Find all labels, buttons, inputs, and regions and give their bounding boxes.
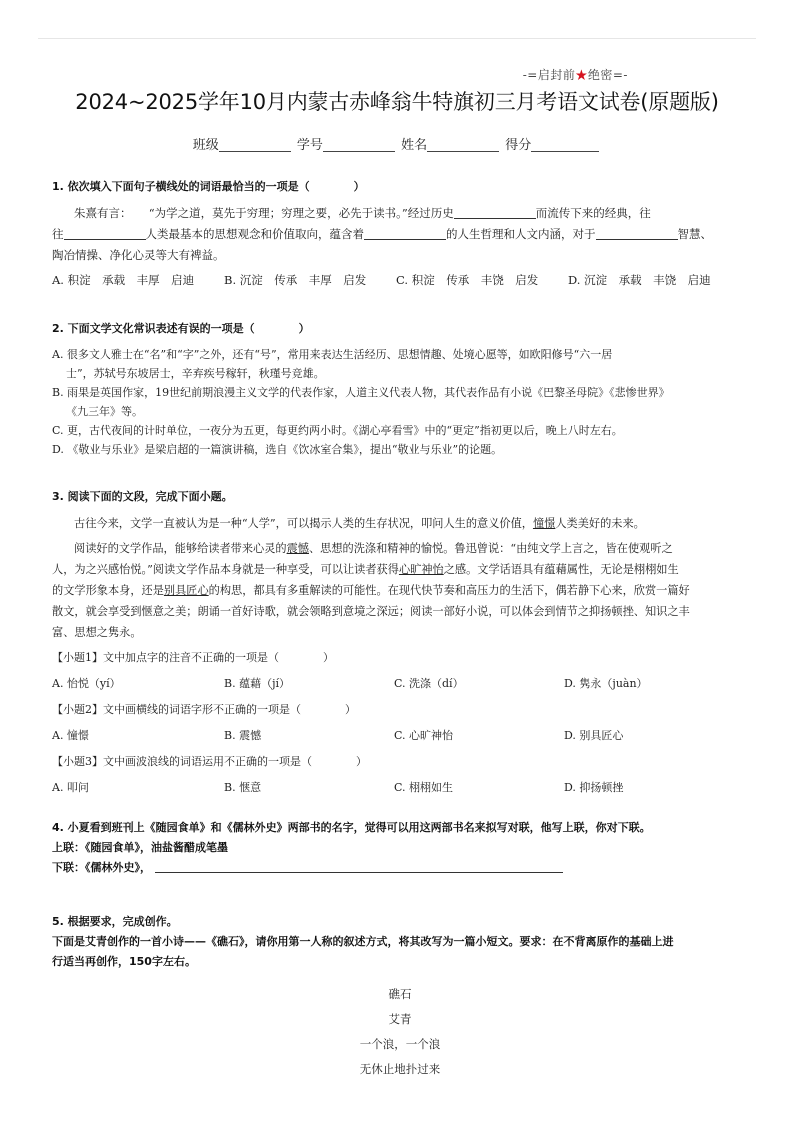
question-2-heading: 2. 下面文学文化常识表述有误的一项是（ ） xyxy=(52,322,310,335)
option-d[interactable]: D. 抑扬顿挫 xyxy=(564,781,624,794)
score-field[interactable] xyxy=(531,137,599,152)
question-1-text-line: 往 人类最基本的思想观念和价值取向，蕴含着 的人生哲理和人文内涵，对于 智慧、 xyxy=(52,227,712,241)
poem-line: 无休止地扑过来 xyxy=(359,1062,441,1076)
option-d[interactable]: D. 《敬业与乐业》是梁启超的一篇演讲稿，选自《饮冰室合集》，提出“敬业与乐业”的论题。 xyxy=(52,443,503,456)
option-b[interactable]: B. 沉淀 传承 丰厚 启发 xyxy=(224,273,367,287)
option-d[interactable]: D. 沉淀 承载 丰饶 启迪 xyxy=(568,273,711,287)
question-4 xyxy=(52,818,748,878)
student-info-row xyxy=(0,134,794,153)
passage-line: 的文学形象本身，还是别具匠心的构思，都具有多重解读的可能性。在现代快节奏和高压力的生活下，偶若静下心来，欣赏一篇好 xyxy=(52,584,690,597)
option-b[interactable]: B. 惬意 xyxy=(224,781,262,794)
question-1 xyxy=(52,176,748,291)
answer-blank[interactable] xyxy=(596,227,678,240)
passage-line: 阅读好的文学作品，能够给读者带来心灵的震憾、思想的洗涤和精神的愉悦。鲁迅曾说：“由纯文学上言之，皆在使观听之 xyxy=(74,542,673,555)
star-icon: ★ xyxy=(575,68,588,82)
question-1-text-line: 陶冶情操、净化心灵等大有裨益。 xyxy=(52,248,225,262)
question-1-text-line: 朱熹有言： “为学之道，莫先于穷理；穷理之要，必先于读书。”经过历史 而流传下来的经典，往 xyxy=(74,206,651,220)
option-b-continued: 《九三年》等。 xyxy=(66,405,143,418)
poem-line: 一个浪，一个浪 xyxy=(359,1037,441,1051)
poem-title: 礁石 xyxy=(388,987,412,1001)
question-3 xyxy=(52,486,748,801)
option-a[interactable]: A. 叩问 xyxy=(52,781,89,794)
option-c[interactable]: C. 积淀 传承 丰饶 启发 xyxy=(396,273,539,287)
class-label: 班级 xyxy=(192,138,219,153)
option-b[interactable]: B. 蕴藉（jí） xyxy=(224,677,291,690)
exam-title: 2024~2025学年10月内蒙古赤峰翁牛特旗初三月考语文试卷(原题版) xyxy=(75,90,719,114)
number-field[interactable] xyxy=(323,137,395,152)
subquestion-1: 【小题1】文中加点字的注音不正确的一项是（ ） xyxy=(52,651,334,664)
question-5 xyxy=(52,912,748,1082)
answer-blank[interactable] xyxy=(364,227,446,240)
option-a[interactable]: A. 憧憬 xyxy=(52,729,89,742)
confidential-mark: -=启封前★绝密=- xyxy=(522,68,628,82)
subquestion-2: 【小题2】文中画横线的词语字形不正确的一项是（ ） xyxy=(52,703,356,716)
subquestion-3: 【小题3】文中画波浪线的词语运用不正确的一项是（ ） xyxy=(52,755,367,768)
score-label: 得分 xyxy=(505,138,532,153)
upper-couplet: 上联：《随园食单》，油盐酱醋成笔墨 xyxy=(52,841,228,854)
option-a[interactable]: A. 很多文人雅士在“名”和“字”之外，还有“号”，常用来表达生活经历、思想情趣、处境心愿等，如欧阳修号“六一居 xyxy=(52,348,613,361)
passage-line: 古往今来，文学一直被认为是一种“人学”，可以揭示人类的生存状况，叩问人生的意义价值，憧憬人类美好的未来。 xyxy=(74,517,645,530)
option-a[interactable]: A. 积淀 承载 丰厚 启迪 xyxy=(52,273,195,287)
option-a-continued: 士”，苏轼号东坡居士，辛弃疾号稼轩，秋瑾号竞雄。 xyxy=(66,367,325,380)
name-label: 姓名 xyxy=(401,138,428,153)
answer-blank[interactable] xyxy=(454,206,536,219)
question-3-heading: 3. 阅读下面的文段，完成下面小题。 xyxy=(52,490,233,503)
question-1-heading: 1. 依次填入下面句子横线处的词语最恰当的一项是（ ） xyxy=(52,180,365,193)
option-a[interactable]: A. 怡悦（yí） xyxy=(52,677,121,690)
passage-line: 散文，就会享受到惬意之美；朗诵一首好诗歌，就会领略到意境之深远；阅读一部好小说，可以体会到情节之抑扬顿挫、知识之丰 xyxy=(52,605,690,618)
question-5-heading: 5. 根据要求，完成创作。 xyxy=(52,915,178,928)
option-c[interactable]: C. 栩栩如生 xyxy=(394,781,454,794)
answer-blank[interactable] xyxy=(64,227,146,240)
option-c[interactable]: C. 更，古代夜间的计时单位，一夜分为五更，每更约两小时。《湖心亭看雪》中的“更定”指初更以后，晚上八时左右。 xyxy=(52,424,623,437)
option-b[interactable]: B. 震憾 xyxy=(224,729,262,742)
class-field[interactable] xyxy=(219,137,291,152)
option-b[interactable]: B. 雨果是英国作家，19世纪前期浪漫主义文学的代表作家，人道主义代表人物，其代表作品有小说《巴黎圣母院》《悲惨世界》 xyxy=(52,386,670,399)
passage-line: 富、思想之隽永。 xyxy=(52,626,142,639)
passage-line: 人，为之兴感怡悦。”阅读文学作品本身就是一种享受，可以让读者获得心旷神怡之感。文学话语具有蕴藉属性，无论是栩栩如生 xyxy=(52,563,679,576)
option-c[interactable]: C. 洗涤（dí） xyxy=(394,677,464,690)
question-2 xyxy=(52,318,748,459)
option-d[interactable]: D. 别具匠心 xyxy=(564,729,624,742)
question-4-heading: 4. 小夏看到班刊上《随园食单》和《儒林外史》两部书的名字，觉得可以用这两部书名来拟写对联，他写上联，你对下联。 xyxy=(52,821,651,834)
name-field[interactable] xyxy=(427,137,499,152)
lower-couplet: 下联：《儒林外史》， xyxy=(52,858,748,878)
poem-author: 艾青 xyxy=(388,1012,412,1026)
option-c[interactable]: C. 心旷神怡 xyxy=(394,729,454,742)
question-5-requirement: 下面是艾青创作的一首小诗——《礁石》，请你用第一人称的叙述方式，将其改写为一篇小短文。要求：在不背离原作的基础上进 xyxy=(52,935,674,948)
top-rule xyxy=(38,38,756,39)
question-5-requirement-continued: 行适当再创作，150字左右。 xyxy=(52,955,196,968)
option-d[interactable]: D. 隽永（juàn） xyxy=(564,677,648,690)
lower-couplet-answer-line[interactable] xyxy=(155,860,563,873)
number-label: 学号 xyxy=(296,138,323,153)
